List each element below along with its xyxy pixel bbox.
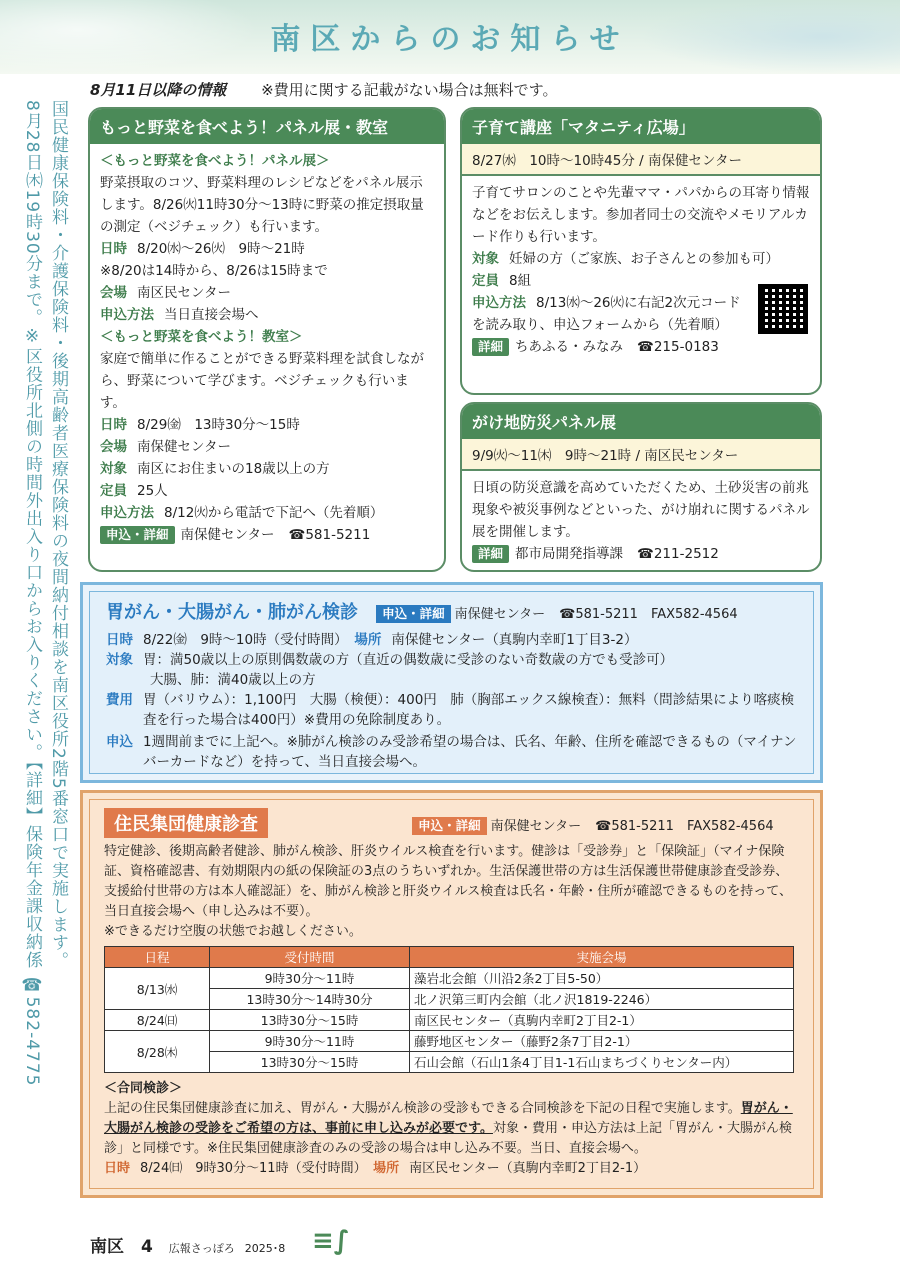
class-cap: 25人 [137,483,168,499]
cell-date: 8/24㈰ [105,1010,210,1031]
group-box [80,790,823,1198]
label: 場所 [354,632,382,648]
class-date: 8/29㈮ 13時30分～15時 [137,417,300,433]
group-phone: 581-5211 [611,819,674,834]
cliff-date: 9/9㈫～11㈭ 9時～21時 / 南区民センター [462,439,820,471]
cell-time: 13時30分～14時30分 [210,989,410,1010]
publication-name: 広報さっぽろ [168,1242,235,1255]
contact-tag: 申込・詳細 [100,526,175,544]
joint-venue: 南区民センター（真駒内幸町2丁目2-1） [409,1161,647,1176]
cell-time: 9時30分～11時 [210,1031,410,1052]
label: 会場 [100,285,127,301]
footer [90,1232,285,1257]
maternity-date: 8/27㈬ 10時～10時45分 / 南保健センター [462,144,820,176]
panel-head: ＜もっと野菜を食べよう！パネル展＞ [100,153,330,169]
veg-title: もっと野菜を食べよう！パネル展・教室 [90,109,444,144]
table-row [105,1010,794,1031]
phone-icon: ☎ [288,527,306,543]
joint-bold: 胃がん・大腸がん検診の受診をご希望の方は、事前に申し込みが必要です。 [104,1101,793,1136]
class-apply: 8/12㈫から電話で下記へ（先着順） [164,505,384,521]
maternity-cap: 8組 [509,273,532,289]
label: 対象 [100,461,127,477]
label: 申込 [106,734,133,750]
page-number: 4 [141,1237,153,1257]
detail-phone: 215-0183 [653,339,719,355]
group-tag: 申込・詳細 [412,817,487,835]
joint-desc-block [104,1099,799,1159]
maternity-body [462,176,820,364]
label: 日時 [104,1161,131,1176]
cliff-body [462,471,820,571]
phone-icon: ☎ [595,819,612,834]
label: 対象 [472,251,499,267]
sapporo-logo-icon: ≡∫ [312,1226,350,1256]
joint-desc2: 対象・費用・申込方法は上記「胃がん・大腸がん検診」と同様です。※住民集団健康診査のみの受診の場合は申し込み不要。当日、直接会場へ。 [104,1121,792,1156]
cell-place: 南区民センター（真駒内幸町2丁目2-1） [410,1010,794,1031]
label: 定員 [100,483,127,499]
detail-org: 都市局開発指導課 [515,546,624,562]
cancer-org: 南保健センター [454,607,546,622]
joint-desc: 上記の住民集団健康診査に加え、胃がん・大腸がん検診の受診もできる合同検診を下記の日程で実施します。 [104,1101,741,1116]
cancer-apply: 1週間前までに上記へ。※肺がん検診のみ受診希望の場合は、氏名、年齢、住所を確認できるもの（マイナンバーカードなど）を持って、当日直接会場へ。 [143,734,797,770]
label: 申込方法 [100,505,154,521]
qr-code-icon[interactable] [758,284,808,334]
cell-place: 石山会館（石山1条4丁目1-1石山まちづくりセンター内） [410,1052,794,1073]
sub-header [90,79,557,100]
label: 申込方法 [100,307,154,323]
cell-time: 13時30分～15時 [210,1010,410,1031]
phone-icon: ☎ [559,607,576,622]
cancer-venue: 南保健センター（真駒内幸町1丁目3-2） [391,632,638,648]
cancer-fax: FAX582-4564 [650,607,738,622]
class-head: ＜もっと野菜を食べよう！教室＞ [100,329,303,345]
maternity-target: 妊婦の方（ご家族、お子さんとの参加も可） [509,251,779,267]
cancer-fee: 胃（バリウム）：1,100円 大腸（検便）：400円 肺（胸部エックス線検査）：無料（問診結果により喀痰検査を行った場合は400円）※費用の免除制度あり。 [143,692,795,728]
cliff-desc: 日頃の防災意識を高めていただくため、土砂災害の前兆現象や被災事例などといった、がけ崩れに関するパネル展を開催します。 [472,480,810,540]
class-venue: 南保健センター [137,439,231,455]
label: 費用 [106,692,133,708]
side-text-a: 国民健康保険料・介護保険料・後期高齢者医療保険料の夜間納付相談を南区役所2階5番窓口で実施します。 [48,100,68,970]
cancer-inner [89,591,814,774]
th-date: 日程 [105,947,210,968]
cancer-tag: 申込・詳細 [376,605,451,623]
th-time: 受付時間 [210,947,410,968]
footer-ward: 南区 [90,1237,124,1257]
group-fax: FAX582-4564 [686,819,774,834]
panel-apply: 当日直接会場へ [164,307,259,323]
table-row [105,968,794,989]
detail-tag: 詳細 [472,545,509,563]
phone-icon: ☎ [637,546,654,562]
date-note: 8月11日以降の情報 [90,81,227,99]
issue: 2025･8 [244,1242,286,1255]
panel-desc: 野菜摂取のコツ、野菜料理のレシピなどをパネル展示します。8/26㈫11時30分～13時に野菜の推定摂取量の測定（ベジチェック）も行います。 [100,175,424,235]
label: 場所 [373,1161,400,1176]
joint-head: ＜合同検診＞ [104,1081,183,1096]
maternity-title: 子育て講座「マタニティ広場」 [462,109,820,144]
cell-date: 8/13㈬ [105,968,210,1010]
group-desc: 特定健診、後期高齢者健診、肺がん検診、肝炎ウイルス検査を行います。健診は「受診券」と「保険証」（マイナ保険証、資格確認書、有効期限内の紙の保険証の3点のうちいずれか。生活保護世帯の方は生活保護世帯健康診査受診券、支援給付世帯の方は本人確認証）を、肺がん検診と肝炎ウイルス検査は氏名・年齢・住所が確認できるものを持って、当日直接会場へ（申し込みは不要）。 [104,844,792,919]
schedule-table [104,946,794,1073]
cell-place: 藻岩北会館（川沿2条2丁目5-50） [410,968,794,989]
panel-note: ※8/20は14時から、8/26は15時まで [100,263,328,279]
th-place: 実施会場 [410,947,794,968]
veg-body [90,144,444,552]
detail-tag: 詳細 [472,338,509,356]
label: 会場 [100,439,127,455]
cancer-box [80,582,823,783]
maternity-box [460,107,822,395]
cell-time: 9時30分～11時 [210,968,410,989]
cancer-target2: 大腸、肺：満40歳以上の方 [150,672,316,688]
label: 日時 [100,241,127,257]
cancer-target1: 胃：満50歳以上の原則偶数歳の方（直近の偶数歳に受診のない奇数歳の方でも受診可） [143,652,674,668]
joint-date: 8/24㈰ 9時30分～11時（受付時間） [140,1161,361,1176]
label: 定員 [472,273,499,289]
cliff-box [460,402,822,572]
class-desc: 家庭で簡単に作ることができる野菜料理を試食しながら、野菜について学びます。ベジチェックも行います。 [100,351,424,411]
group-title: 住民集団健康診査 [104,808,268,838]
detail-org: ちあふる・みなみ [515,339,624,355]
cell-place: 藤野地区センター（藤野2条7丁目2-1） [410,1031,794,1052]
group-note: ※できるだけ空腹の状態でお越しください。 [104,924,362,939]
contact-org: 南保健センター [180,527,275,543]
label: 申込方法 [472,295,526,311]
label: 日時 [106,632,133,648]
group-org: 南保健センター [490,819,582,834]
contact-phone: 581-5211 [305,527,371,543]
class-target: 南区にお住まいの18歳以上の方 [137,461,330,477]
cell-place: 北ノ沢第三町内会館（北ノ沢1819-2246） [410,989,794,1010]
phone-icon: ☎ [637,339,654,355]
cancer-title: 胃がん・大腸がん・肺がん検診 [106,602,358,623]
maternity-apply: 8/13㈬～26㈫に右記2次元コードを読み取り、申込フォームから（先着順） [472,295,741,333]
label: 日時 [100,417,127,433]
group-inner [89,799,814,1189]
page-title: 南区からのお知らせ [270,22,630,57]
cliff-title: がけ地防災パネル展 [462,404,820,439]
panel-venue: 南区民センター [137,285,231,301]
side-text-b: 8月28日㈭19時30分まで。※区役所北側の時間外出入り口からお入りください。【詳細】保険年金課収納係 ☎582-4775 [22,100,42,1087]
cell-date: 8/28㈭ [105,1031,210,1073]
table-row [105,1031,794,1052]
cancer-phone: 581-5211 [575,607,638,622]
fee-note: ※費用に関する記載がない場合は無料です。 [261,81,558,99]
cancer-date: 8/22㈮ 9時～10時（受付時間） [143,632,341,648]
maternity-desc: 子育てサロンのことや先輩ママ・パパからの耳寄り情報などをお伝えします。参加者同士の交流やメモリアルカード作りも行います。 [472,185,810,245]
veg-box [88,107,446,572]
panel-date: 8/20㈬～26㈫ 9時～21時 [137,241,305,257]
detail-phone: 211-2512 [653,546,719,562]
cell-time: 13時30分～15時 [210,1052,410,1073]
label: 対象 [106,652,133,668]
